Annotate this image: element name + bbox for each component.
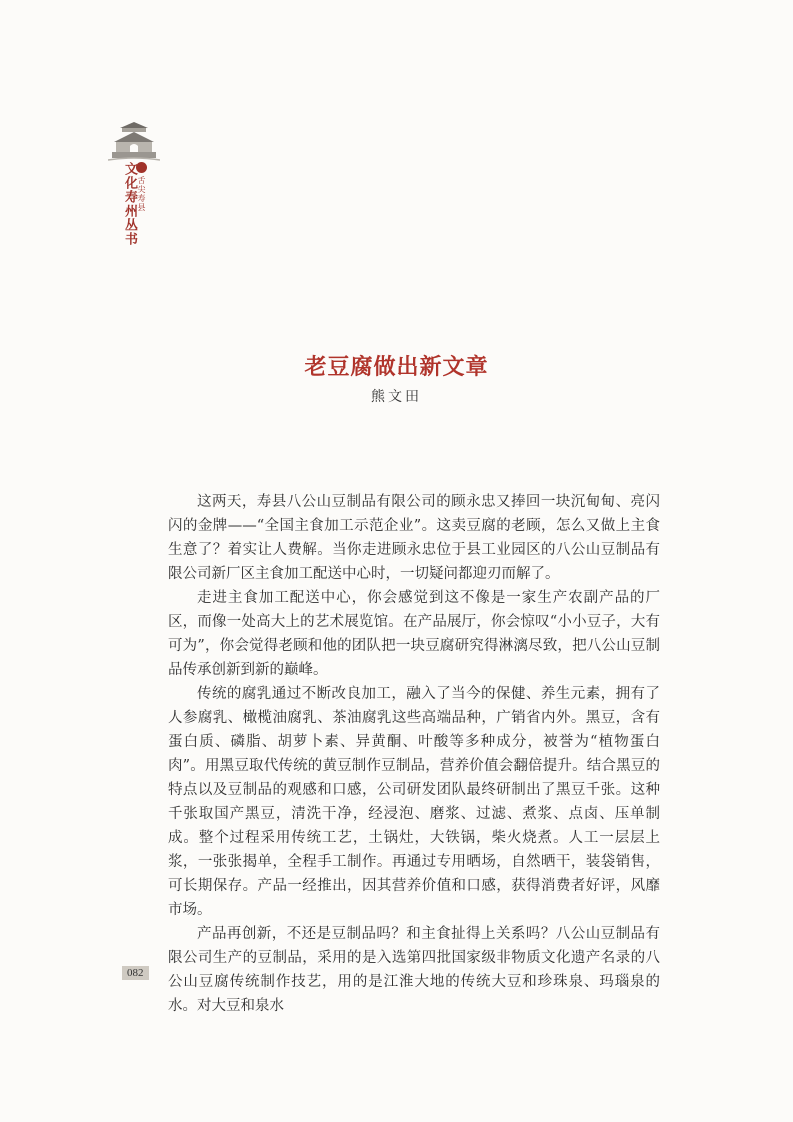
- series-name: 文化寿州丛书: [122, 162, 137, 246]
- series-subtitle: 舌尖寿县: [137, 176, 146, 212]
- article-author: 熊文田: [371, 389, 422, 405]
- page-number: 082: [122, 966, 149, 980]
- paragraph: 传统的腐乳通过不断改良加工，融入了当今的保健、养生元素，拥有了人参腐乳、橄榄油腐乳、茶油腐乳这些高端品种，广销省内外。黑豆，含有蛋白质、磷脂、胡萝卜素、异黄酮、叶酸等多种成分，被誉为“植物蛋白肉”。用黑豆取代传统的黄豆制作豆制品，营养价值会翻倍提升。结合黑豆的特点以及豆制品的观感和口感，公司研发团队最终研制出了黑豆千张。这种千张取国产黑豆，清洗干净，经浸泡、磨浆、过滤、煮浆、点卤、压单制成。整个过程采用传统工艺，土锅灶，大铁锅，柴火烧煮。人工一层层上浆，一张张揭单，全程手工制作。再通过专用晒场，自然晒干，装袋销售，可长期保存。产品一经推出，因其营养价值和口感，获得消费者好评，风靡市场。: [168, 686, 660, 918]
- ancient-gate-icon: [108, 118, 160, 162]
- paragraph: 这两天，寿县八公山豆制品有限公司的顾永忠又捧回一块沉甸甸、亮闪闪的金牌——“全国主食加工示范企业”。这卖豆腐的老顾，怎么又做上主食生意了？着实让人费解。当你走进顾永忠位于县工业园区的八公山豆制品有限公司新厂区主食加工配送中心时，一切疑问都迎刃而解了。: [168, 494, 660, 582]
- paragraph: 走进主食加工配送中心，你会感觉到这不像是一家生产农副产品的厂区，而像一处高大上的艺术展览馆。在产品展厅，你会惊叹“小小豆子，大有可为”，你会觉得老顾和他的团队把一块豆腐研究得淋漓尽致，把八公山豆制品传承创新到新的巅峰。: [168, 590, 660, 678]
- paragraph: 产品再创新，不还是豆制品吗？和主食扯得上关系吗？八公山豆制品有限公司生产的豆制品，采用的是入选第四批国家级非物质文化遗产名录的八公山豆腐传统制作技艺，用的是江淮大地的传统大豆和珍珠泉、玛瑙泉的水。对大豆和泉水: [168, 926, 660, 1014]
- article-body: [168, 490, 660, 1018]
- article-title: 老豆腐做出新文章: [304, 354, 489, 380]
